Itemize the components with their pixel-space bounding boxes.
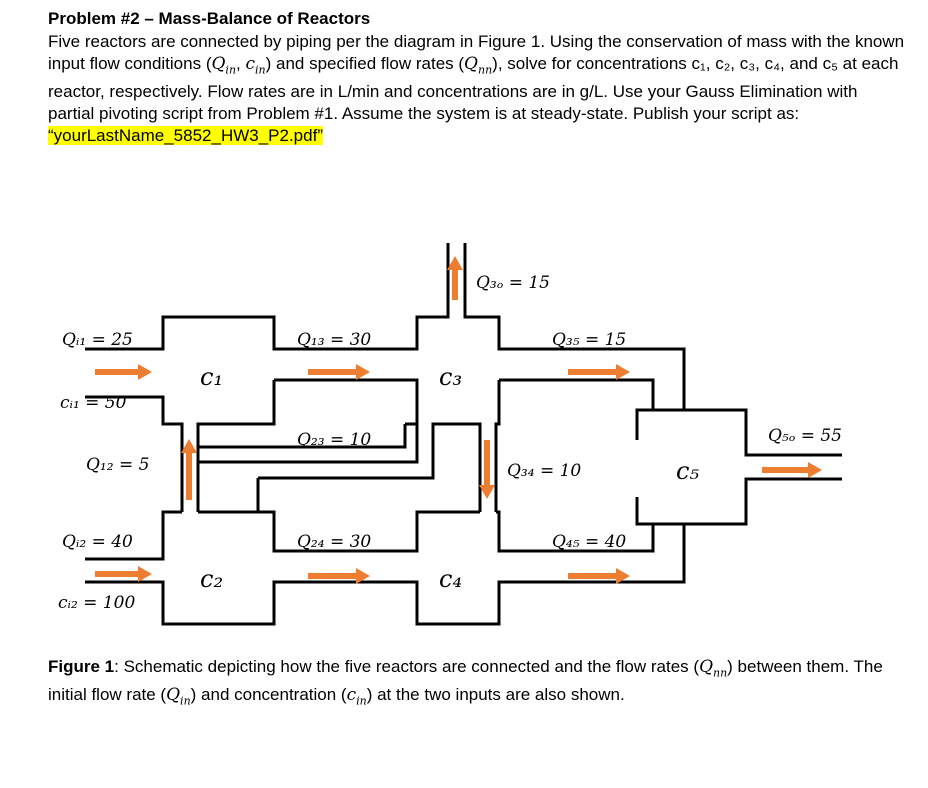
pipe-13-lower-wall [274,380,417,424]
label-q3o: Q₃ₒ = 15 [476,273,550,293]
problem-body-part3: ), solve for concentrations c₁, c₂, c₃, c₄, and c₅ at each reactor, respectively. Flow rates are in L/min and concentrations are in g/L. Use your Gauss Elimination with partial pivoting script from Problem #1. Assume the system is at steady-state. Publish your script as: [48,54,899,124]
reactor-1-label: c₁ [200,363,224,391]
label-qi1: Qᵢ₁ = 25 [62,330,133,350]
arrow-q5o [762,462,822,478]
label-q13: Q₁₃ = 30 [297,330,372,350]
caption-c-in: $c_{in}$ [346,685,367,708]
label-q5o: Q₅ₒ = 55 [768,426,842,446]
reactor-3-lower-wall [496,380,499,512]
label-q34: Q₃₄ = 10 [507,461,582,481]
caption-q-in: $Q_{in}$ [166,685,191,708]
caption-text-4: ) at the two inputs are also shown. [366,685,625,705]
caption-label: Figure 1 [48,657,115,676]
symbol-separator: , [236,54,246,73]
c-in-symbol: $c_{in}$ [245,54,266,77]
caption-text-3: ) and concentration ( [190,685,347,705]
reactor-2-lower-wall [85,497,684,624]
label-q45: Q₄₅ = 40 [552,532,627,552]
label-q12: Q₁₂ = 5 [86,455,150,475]
figure-caption [48,656,888,713]
q-nn-symbol: $Q_{nn}$ [464,54,493,77]
arrow-qi2 [95,566,152,582]
label-qi2: Qᵢ₂ = 40 [62,532,133,552]
reactor-5-lower-wall [637,479,842,524]
reactor-3-label: c₃ [439,363,463,391]
reactor-2-label: c₂ [200,565,224,593]
reactor-5-label: c₅ [676,457,700,485]
publish-filename: “yourLastName_5852_HW3_P2.pdf” [48,126,323,146]
pipe-23-return-wall [198,478,258,512]
problem-title: Problem #2 – Mass-Balance of Reactors [48,9,371,28]
reactor-4-label: c₄ [439,565,463,593]
reactor-1-wall [85,243,448,349]
caption-text-2: ) between them. The initial flow rate ( [48,657,883,705]
q-in-symbol: $Q_{in}$ [211,54,237,77]
caption-text-1: : Schematic depicting how the five reactors are connected and the flow rates ( [114,657,700,676]
problem-body-part2: ) and specified flow rates ( [265,54,465,73]
label-q35: Q₃₅ = 15 [552,330,627,350]
problem-body-part1: Five reactors are connected by piping per the diagram in Figure 1. Using the conservation of mass with the known input flow conditions ( [48,32,905,73]
arrow-q13 [308,364,370,380]
arrow-qi1 [95,364,152,380]
label-q23: Q₂₃ = 10 [297,430,372,450]
arrow-q35 [568,364,630,380]
caption-q-nn: $Q_{nn}$ [699,657,728,680]
label-ci1: cᵢ₁ = 50 [60,393,127,413]
flow-arrows [95,256,822,584]
pipe-35-lower-wall [499,380,653,410]
label-q24: Q₂₄ = 30 [297,532,372,552]
label-ci2: cᵢ₂ = 100 [58,593,136,613]
